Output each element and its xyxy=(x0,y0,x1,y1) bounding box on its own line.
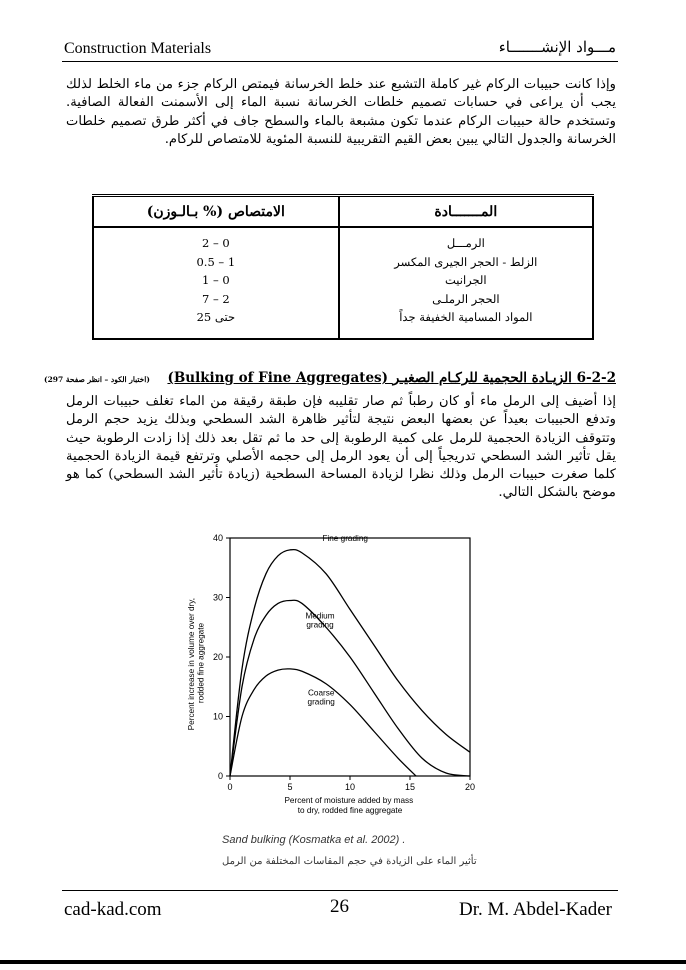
sand-bulking-chart xyxy=(178,528,488,828)
series-label-line: grading xyxy=(306,620,334,630)
x-tick-label: 10 xyxy=(344,782,356,792)
header-rule xyxy=(62,61,618,62)
table-body-row xyxy=(93,227,593,339)
series-label-line: Coarse xyxy=(307,688,335,698)
series-label-line: Fine grading xyxy=(322,533,368,543)
x-tick-label: 15 xyxy=(404,782,416,792)
footer-rule xyxy=(62,890,618,891)
series-line xyxy=(230,669,416,776)
x-tick-label: 0 xyxy=(227,782,233,792)
axes-layer xyxy=(213,533,475,792)
y-tick-label: 30 xyxy=(212,592,223,603)
absorption-cell: 1 – 0.5 xyxy=(196,254,236,269)
bulking-paragraph: إذا أضيف إلى الرمل ماء أو كان رطباً ثم صار تقليبه فإن طبقة رقيقة من الماء تغلف حبيبات الرمل وتدفع الحبيبات بعيداً عن بعضها البعض نتيجة لتأثير ظاهرة الشد السطحي وبذلك يزيد حجم الرمل وتتوقف الزيادة الحجمية للرمل على كمية الرطوبة إلى حد ما ثم تقل بعد ذلك إذا زادت الرطوبة حيث يقل تأثير الشد السطحي تدريجياً إلى أن يعود الرمل إلى حجمه الأصلي وترتفع قيمة الزيادة الحجمية كلما صغرت حبيبات الرمل وذلك نظرا لزيادة المساحة السطحية (زيادة تأثير الشد السطحي) كما هو موضح بالشكل التالي. xyxy=(66,394,616,501)
absorption-cell: حتى 25 xyxy=(196,310,236,324)
page-bottom-rule xyxy=(0,960,686,964)
header-title-arabic: مـــواد الإنشـــــــاء xyxy=(498,38,616,56)
series-label xyxy=(305,611,334,629)
absorption-table xyxy=(92,194,594,340)
section-heading xyxy=(167,370,616,386)
intro-paragraph: وإذا كانت حبيبات الركام غير كاملة التشبع عند خلط الخرسانة فيمتص الركام جزء من ماء الخلط لذلك يجب أن يراعى في حسابات تصميم خلطات الخرسانة نسبة الماء إلى الأسمنت الفعالة الصافية. وتستخدم حالة حبيبات الركام عندما تكون مشبعة بالماء والسطح جاف في أكثر طرق تصميم خلطات الخرسانة والجدول التالي يبين بعض القيم التقريبية للنسبة المئوية للامتصاص للركام. xyxy=(66,77,616,147)
table-header-absorption: الامتصاص (% بـالـوزن) xyxy=(93,196,339,228)
x-tick-label: 5 xyxy=(287,782,293,792)
footer-author: Dr. M. Abdel-Kader xyxy=(458,899,612,920)
material-cell: الرمـــل xyxy=(446,236,485,250)
absorption-cell: 0 – 2 xyxy=(201,236,230,250)
material-cell: الزلط - الحجر الجيرى المكسر xyxy=(394,254,538,269)
series-line xyxy=(230,600,470,776)
series-label-line: Medium xyxy=(305,611,335,621)
section-reference-note: (اختبار الكود – انظر صفحة 297) xyxy=(44,375,150,384)
x-axis-label xyxy=(284,796,415,815)
x-axis-label-line-2: to dry, rodded fine aggregate xyxy=(297,806,403,815)
curve-layer xyxy=(230,534,470,776)
material-column xyxy=(339,227,593,339)
y-axis-label-line-2: rodded fine aggregate xyxy=(196,622,206,704)
header-title-english: Construction Materials xyxy=(64,40,212,57)
y-tick-label: 40 xyxy=(212,533,223,543)
x-tick-label: 20 xyxy=(464,782,476,792)
absorption-cell: 0 – 1 xyxy=(201,273,230,287)
series-label xyxy=(322,534,368,543)
material-cell: الجرانيت xyxy=(445,273,487,287)
section-title-english: (Bulking of Fine Aggregates) xyxy=(167,370,389,386)
series-line xyxy=(230,550,470,776)
y-tick-label: 20 xyxy=(212,652,223,662)
figure-caption-arabic: تأثير الماء على الزيادة في حجم المقاسات المختلفة من الرمل xyxy=(222,856,477,867)
y-tick-label: 0 xyxy=(217,771,223,781)
page-number: 26 xyxy=(330,896,349,917)
figure-caption-english: Sand bulking (Kosmatka et al. 2002) . xyxy=(222,834,406,846)
material-cell: الحجر الرملـى xyxy=(432,291,500,306)
y-tick-label: 10 xyxy=(212,711,223,722)
material-cell: المواد المسامية الخفيفة جداً xyxy=(399,310,533,324)
x-axis-label-line-1: Percent of moisture added by mass xyxy=(284,796,414,805)
absorption-column xyxy=(93,227,339,339)
y-axis-label-line-1: Percent increase in volume over dry, xyxy=(187,598,196,731)
series-label xyxy=(308,689,336,707)
footer-website: cad-kad.com xyxy=(64,899,162,920)
y-axis-label xyxy=(187,596,206,731)
series-label-line: grading xyxy=(307,697,335,707)
section-title-arabic: 6-2-2 الزيـادة الحجمية للركـام الصغيـر xyxy=(392,370,616,386)
table-header-row xyxy=(93,196,593,228)
table-header-material: المـــــــادة xyxy=(339,196,593,228)
absorption-cell: 2 – 7 xyxy=(201,291,230,306)
